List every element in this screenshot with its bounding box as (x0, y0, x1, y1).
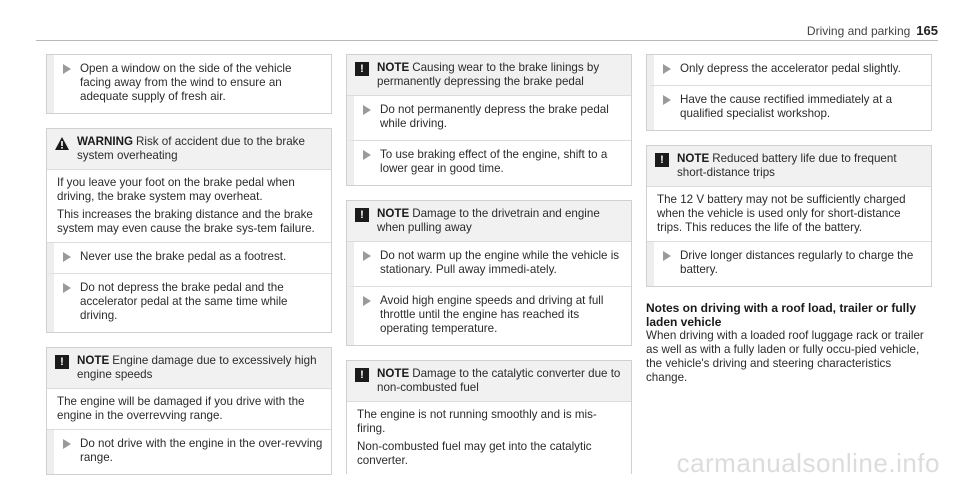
notice-header (647, 146, 931, 187)
exclamation-icon: ! (55, 355, 69, 369)
arrow-right-icon (362, 150, 372, 160)
section-heading: Notes on driving with a roof load, trailer or fully laden vehicle (646, 301, 917, 329)
notice-heading: Causing wear to the brake linings by permanently depressing the brake pedal (377, 61, 600, 88)
arrow-right-icon (662, 64, 672, 74)
notice-header (347, 201, 631, 242)
list-item-text: Do not warm up the engine while the vehicle is stationary. Pull away immedi-ately. (380, 249, 620, 276)
list-item-text: Do not drive with the engine in the over-revving range. (80, 437, 323, 464)
arrow-right-icon (62, 439, 72, 449)
paragraph: This increases the braking distance and the brake system may even cause the brake sys-tem failure. (57, 208, 315, 235)
paragraph: When driving with a loaded roof luggage rack or trailer as well as with a fully laden or fully occu-pied vehicle, the vehicle's driving and steering characteristics change. (646, 329, 924, 384)
header-divider (36, 40, 938, 41)
column-3 (646, 54, 932, 385)
list-item-text: Drive longer distances regularly to charge the battery. (680, 249, 914, 276)
list-item (62, 278, 325, 326)
paragraph: Non-combusted fuel may get into the catalytic converter. (357, 440, 592, 467)
exclamation-icon: ! (355, 62, 369, 76)
warning-triangle-icon (55, 136, 69, 150)
list-item-text: Do not depress the brake pedal and the accelerator pedal at the same time while driving. (80, 281, 288, 322)
list-item-text: Have the cause rectified immediately at a qualified specialist workshop. (680, 93, 893, 120)
warning-label: WARNING (77, 135, 134, 148)
arrow-right-icon (62, 64, 72, 74)
list-item (362, 100, 625, 134)
list-item-text: Do not permanently depress the brake pedal while driving. (380, 103, 609, 130)
arrow-right-icon (62, 283, 72, 293)
paragraph: The 12 V battery may not be sufficiently charged when the vehicle is used only for short-distance trips. This reduces the life of the battery. (657, 193, 906, 234)
notice-box (346, 200, 632, 346)
list-item (662, 59, 925, 79)
column-1 (46, 54, 332, 480)
list-item (662, 90, 925, 124)
list-item-text: Open a window on the side of the vehicle facing away from the wind to ensure an adequate supply of fresh air. (80, 62, 292, 103)
exclamation-icon: ! (355, 208, 369, 222)
warning-heading: Risk of accident due to the brake system overheating (77, 135, 305, 162)
notes-section (646, 301, 932, 385)
list-item-text: To use braking effect of the engine, shift to a lower gear in good time. (380, 148, 608, 175)
notice-header (347, 55, 631, 96)
notice-box (46, 347, 332, 475)
paragraph: The engine will be damaged if you drive with the engine in the overrevving range. (57, 395, 305, 422)
column-2 (346, 54, 632, 474)
arrow-right-icon (362, 296, 372, 306)
notice-box (346, 54, 632, 186)
notice-heading: Reduced battery life due to frequent short-distance trips (677, 152, 897, 179)
arrow-right-icon (362, 251, 372, 261)
notice-label: NOTE (377, 367, 410, 380)
list-item (362, 145, 625, 179)
notice-label: NOTE (377, 61, 410, 74)
instruction-box (646, 54, 932, 131)
exclamation-icon: ! (655, 153, 669, 167)
page-number: 165 (916, 23, 938, 38)
notice-box (646, 145, 932, 287)
warning-header (47, 129, 331, 170)
list-item (362, 246, 625, 280)
notice-heading: Engine damage due to excessively high engine speeds (77, 354, 317, 381)
arrow-right-icon (662, 251, 672, 261)
exclamation-icon: ! (355, 368, 369, 382)
paragraph: If you leave your foot on the brake pedal when driving, the brake system may overheat. (57, 176, 295, 203)
list-item (62, 247, 325, 267)
notice-header (347, 361, 631, 402)
notice-label: NOTE (677, 152, 710, 165)
arrow-right-icon (362, 105, 372, 115)
notice-header (47, 348, 331, 389)
watermark: carmanualsonline.info (676, 448, 940, 478)
notice-label: NOTE (377, 207, 410, 220)
notice-label: NOTE (77, 354, 110, 367)
list-item-text: Avoid high engine speeds and driving at full throttle until the engine has reached its operating temperature. (380, 294, 604, 335)
page-header (807, 18, 938, 38)
list-item (662, 246, 925, 280)
section-title: Driving and parking (806, 24, 911, 38)
list-item (62, 59, 325, 107)
list-item-text: Only depress the accelerator pedal slightly. (680, 62, 901, 75)
notice-box (346, 360, 632, 474)
list-item (362, 291, 625, 339)
warning-box (46, 128, 332, 333)
list-item (62, 434, 325, 468)
notice-heading: Damage to the drivetrain and engine when pulling away (377, 207, 600, 234)
list-item-text: Never use the brake pedal as a footrest. (80, 250, 287, 263)
paragraph: The engine is not running smoothly and is mis-firing. (357, 408, 597, 435)
arrow-right-icon (662, 95, 672, 105)
notice-heading: Damage to the catalytic converter due to non-combusted fuel (377, 367, 621, 394)
arrow-right-icon (62, 252, 72, 262)
instruction-box (46, 54, 332, 114)
